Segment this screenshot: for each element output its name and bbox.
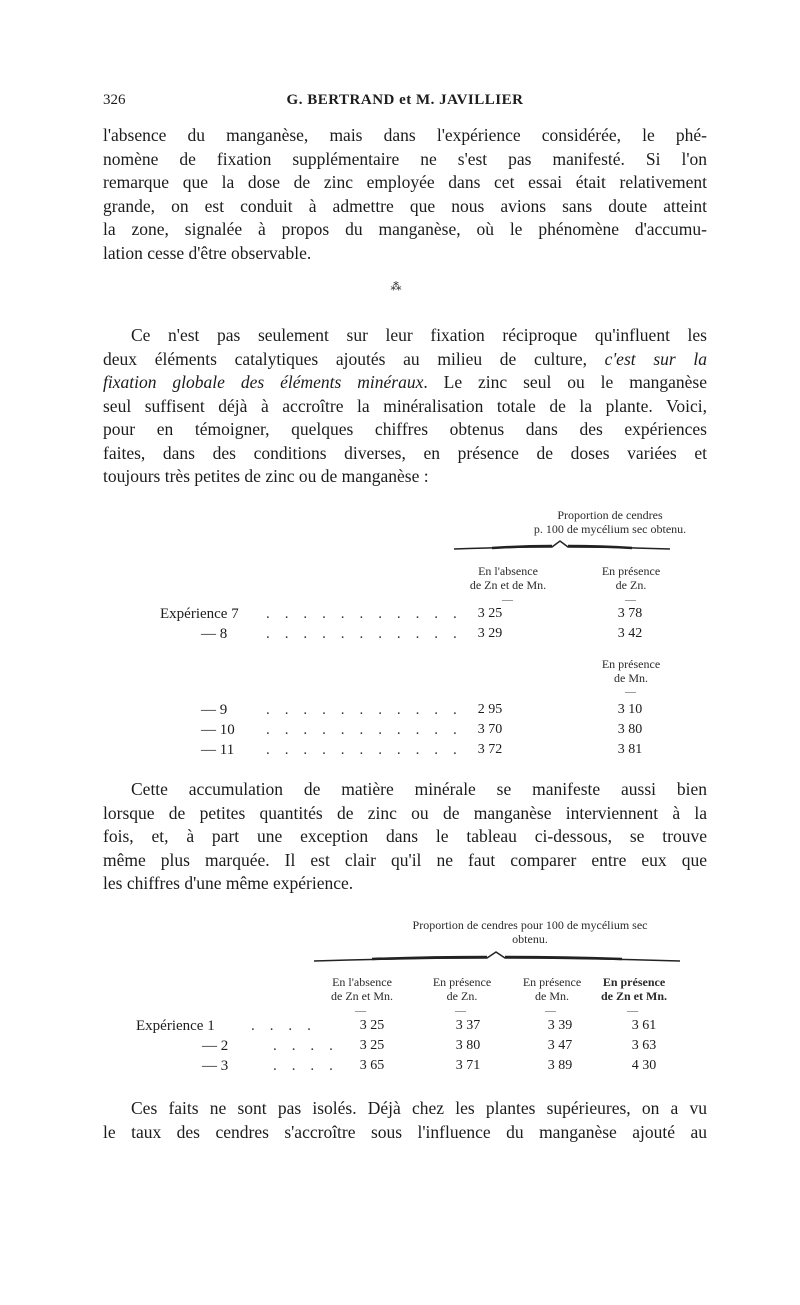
italic-run: c'est sur la — [604, 348, 708, 369]
dash-mark: — — [627, 1005, 638, 1017]
value-cell: 3 71 — [455, 1058, 481, 1073]
value-cell: 3 25 — [359, 1018, 385, 1033]
header-line: En présence — [602, 975, 666, 989]
paragraph-line: seul suffisent déjà à accroître la minéralisation totale de la plante. Voici, — [103, 395, 707, 416]
header-line: En l'absence — [478, 564, 538, 578]
paragraph-line: Ce n'est pas seulement sur leur fixation réciproque qu'influent les — [131, 325, 707, 345]
page-number: 326 — [103, 92, 126, 108]
page-header — [103, 92, 707, 114]
table1-row — [160, 606, 700, 628]
header-line: En l'absence — [332, 975, 392, 989]
value-cell: 3 47 — [547, 1038, 573, 1053]
paragraph-line: lorsque de petites quantités de zinc ou de manganèse interviennent à la — [103, 802, 707, 823]
text-run: . Le zinc seul ou le manganèse — [423, 372, 707, 392]
paragraph-line: toujours très petites de zinc ou de manganèse : — [103, 466, 429, 486]
value-presence: 3 81 — [617, 742, 643, 757]
table1-row — [201, 722, 701, 744]
caption-line: Proportion de cendres pour 100 de mycélium sec — [412, 918, 648, 932]
header-line: de Mn. — [535, 989, 569, 1003]
header-line: de Zn. — [615, 578, 647, 592]
value-cell: 3 25 — [359, 1038, 385, 1053]
paragraph-3 — [103, 778, 707, 896]
paragraph-line: grande, on est conduit à admettre que nous avions sans doute atteint — [103, 195, 707, 216]
value-cell: 4 30 — [631, 1058, 657, 1073]
row-label: Expérience 7 — [160, 606, 239, 622]
value-presence: 3 80 — [617, 722, 643, 737]
leader-dots: . . . . . . . . . . . — [266, 742, 463, 758]
value-cell: 3 61 — [631, 1018, 657, 1033]
dash-mark: — — [545, 1005, 556, 1017]
text-run: deux éléments catalytiques ajoutés au milieu de culture, — [103, 348, 605, 369]
row-label: — 2 — [202, 1038, 229, 1054]
row-label: — 3 — [202, 1058, 229, 1074]
dash-mark: — — [625, 686, 636, 698]
value-cell: 3 89 — [547, 1058, 573, 1073]
value-cell: 3 65 — [359, 1058, 385, 1073]
dash-mark: — — [502, 594, 513, 606]
paragraph-line: fois, et, à part une exception dans le tableau ci-dessous, se trouve — [103, 826, 707, 846]
header-line: de Zn et Mn. — [601, 989, 667, 1003]
header-line: En présence — [432, 975, 492, 989]
paragraph-line: le taux des cendres s'accroître sous l'influence du manganèse ajouté au — [103, 1121, 707, 1142]
table1-col-header-mn — [576, 657, 686, 685]
caption-line: Proportion de cendres — [557, 508, 663, 522]
value-cell: 3 39 — [547, 1018, 573, 1033]
value-absence: 3 25 — [477, 606, 503, 621]
table2-col-header — [412, 975, 512, 1003]
dash-mark: — — [455, 1005, 466, 1017]
running-head: G. BERTRAND et M. JAVILLIER — [286, 92, 524, 108]
table2-row — [136, 1058, 676, 1080]
dash-mark: — — [625, 594, 636, 606]
value-presence: 3 10 — [617, 702, 643, 717]
leader-dots: . . . . . . . . . . . — [266, 722, 463, 738]
caption-line: obtenu. — [512, 932, 548, 946]
table1-row — [201, 742, 701, 764]
table2-row — [136, 1018, 676, 1040]
table1-col-header-absence — [453, 564, 563, 592]
paragraph-1 — [103, 124, 707, 265]
value-absence: 2 95 — [477, 702, 503, 717]
table2-col-header — [584, 975, 684, 1003]
paragraph-line: l'absence du manganèse, mais dans l'expérience considérée, le phé- — [103, 125, 707, 145]
table1-caption — [530, 508, 690, 536]
paragraph-line: même plus marquée. Il est clair qu'il ne faut comparer entre eux que — [103, 849, 707, 870]
paragraph-line: remarque que la dose de zinc employée dans cet essai était relativement — [103, 172, 707, 192]
value-absence: 3 29 — [477, 626, 503, 641]
leader-dots: . . . . . . . . . . . — [266, 606, 463, 622]
table2-brace — [312, 950, 682, 964]
header-line: En présence — [522, 975, 582, 989]
paragraph-line: faites, dans des conditions diverses, en présence de doses variées et — [103, 442, 707, 463]
row-label: — 9 — [201, 702, 228, 718]
row-label: Expérience 1 — [136, 1018, 215, 1034]
header-line: de Mn. — [614, 671, 648, 685]
table1-row — [201, 702, 701, 724]
table2-caption — [330, 918, 730, 946]
value-cell: 3 37 — [455, 1018, 481, 1033]
section-break-asterism: ⁂ — [390, 281, 402, 293]
value-absence: 3 70 — [477, 722, 503, 737]
paragraph-line — [103, 348, 707, 372]
paragraph-2 — [103, 324, 707, 489]
caption-line: p. 100 de mycélium sec obtenu. — [533, 522, 687, 536]
value-presence: 3 42 — [617, 626, 643, 641]
leader-dots: . . . . . . . . . . . — [266, 626, 463, 642]
value-absence: 3 72 — [477, 742, 503, 757]
paragraph-line: Ces faits ne sont pas isolés. Déjà chez les plantes supérieures, on a vu — [131, 1098, 707, 1118]
table1-col-header-zn — [576, 564, 686, 592]
table1-brace — [452, 539, 672, 553]
paragraph-line: nomène de fixation supplémentaire ne s'est pas manifesté. Si l'on — [103, 148, 707, 169]
header-line: de Zn. — [446, 989, 478, 1003]
dash-mark: — — [355, 1005, 366, 1017]
leader-dots: . . . . — [273, 1038, 339, 1054]
value-cell: 3 80 — [455, 1038, 481, 1053]
italic-run: fixation globale des éléments minéraux — [103, 372, 424, 392]
header-line: de Zn et Mn. — [331, 989, 393, 1003]
row-label: — 10 — [201, 722, 235, 738]
header-line: de Zn et de Mn. — [469, 578, 547, 592]
value-presence: 3 78 — [617, 606, 643, 621]
table2-col-header — [312, 975, 412, 1003]
paragraph-line: la zone, signalée à propos du manganèse, où le phénomène d'accumu- — [103, 219, 707, 239]
leader-dots: . . . . . . . . . . . — [266, 702, 463, 718]
header-line: En présence — [601, 657, 661, 671]
paragraph-line: Cette accumulation de matière minérale se manifeste aussi bien — [131, 779, 707, 799]
paragraph-4 — [103, 1097, 707, 1144]
row-label: — 8 — [201, 626, 228, 642]
paragraph-line: les chiffres d'une même expérience. — [103, 873, 354, 893]
leader-dots: . . . . — [273, 1058, 339, 1074]
table1-row — [201, 626, 701, 648]
leader-dots: . . . . — [251, 1018, 317, 1034]
value-cell: 3 63 — [631, 1038, 657, 1053]
paragraph-line — [103, 371, 707, 395]
paragraph-line: lation cesse d'être observable. — [103, 242, 312, 263]
table2-row — [136, 1038, 676, 1060]
header-line: En présence — [601, 564, 661, 578]
row-label: — 11 — [201, 742, 235, 758]
paragraph-line: pour en témoigner, quelques chiffres obtenus dans des expériences — [103, 419, 707, 439]
